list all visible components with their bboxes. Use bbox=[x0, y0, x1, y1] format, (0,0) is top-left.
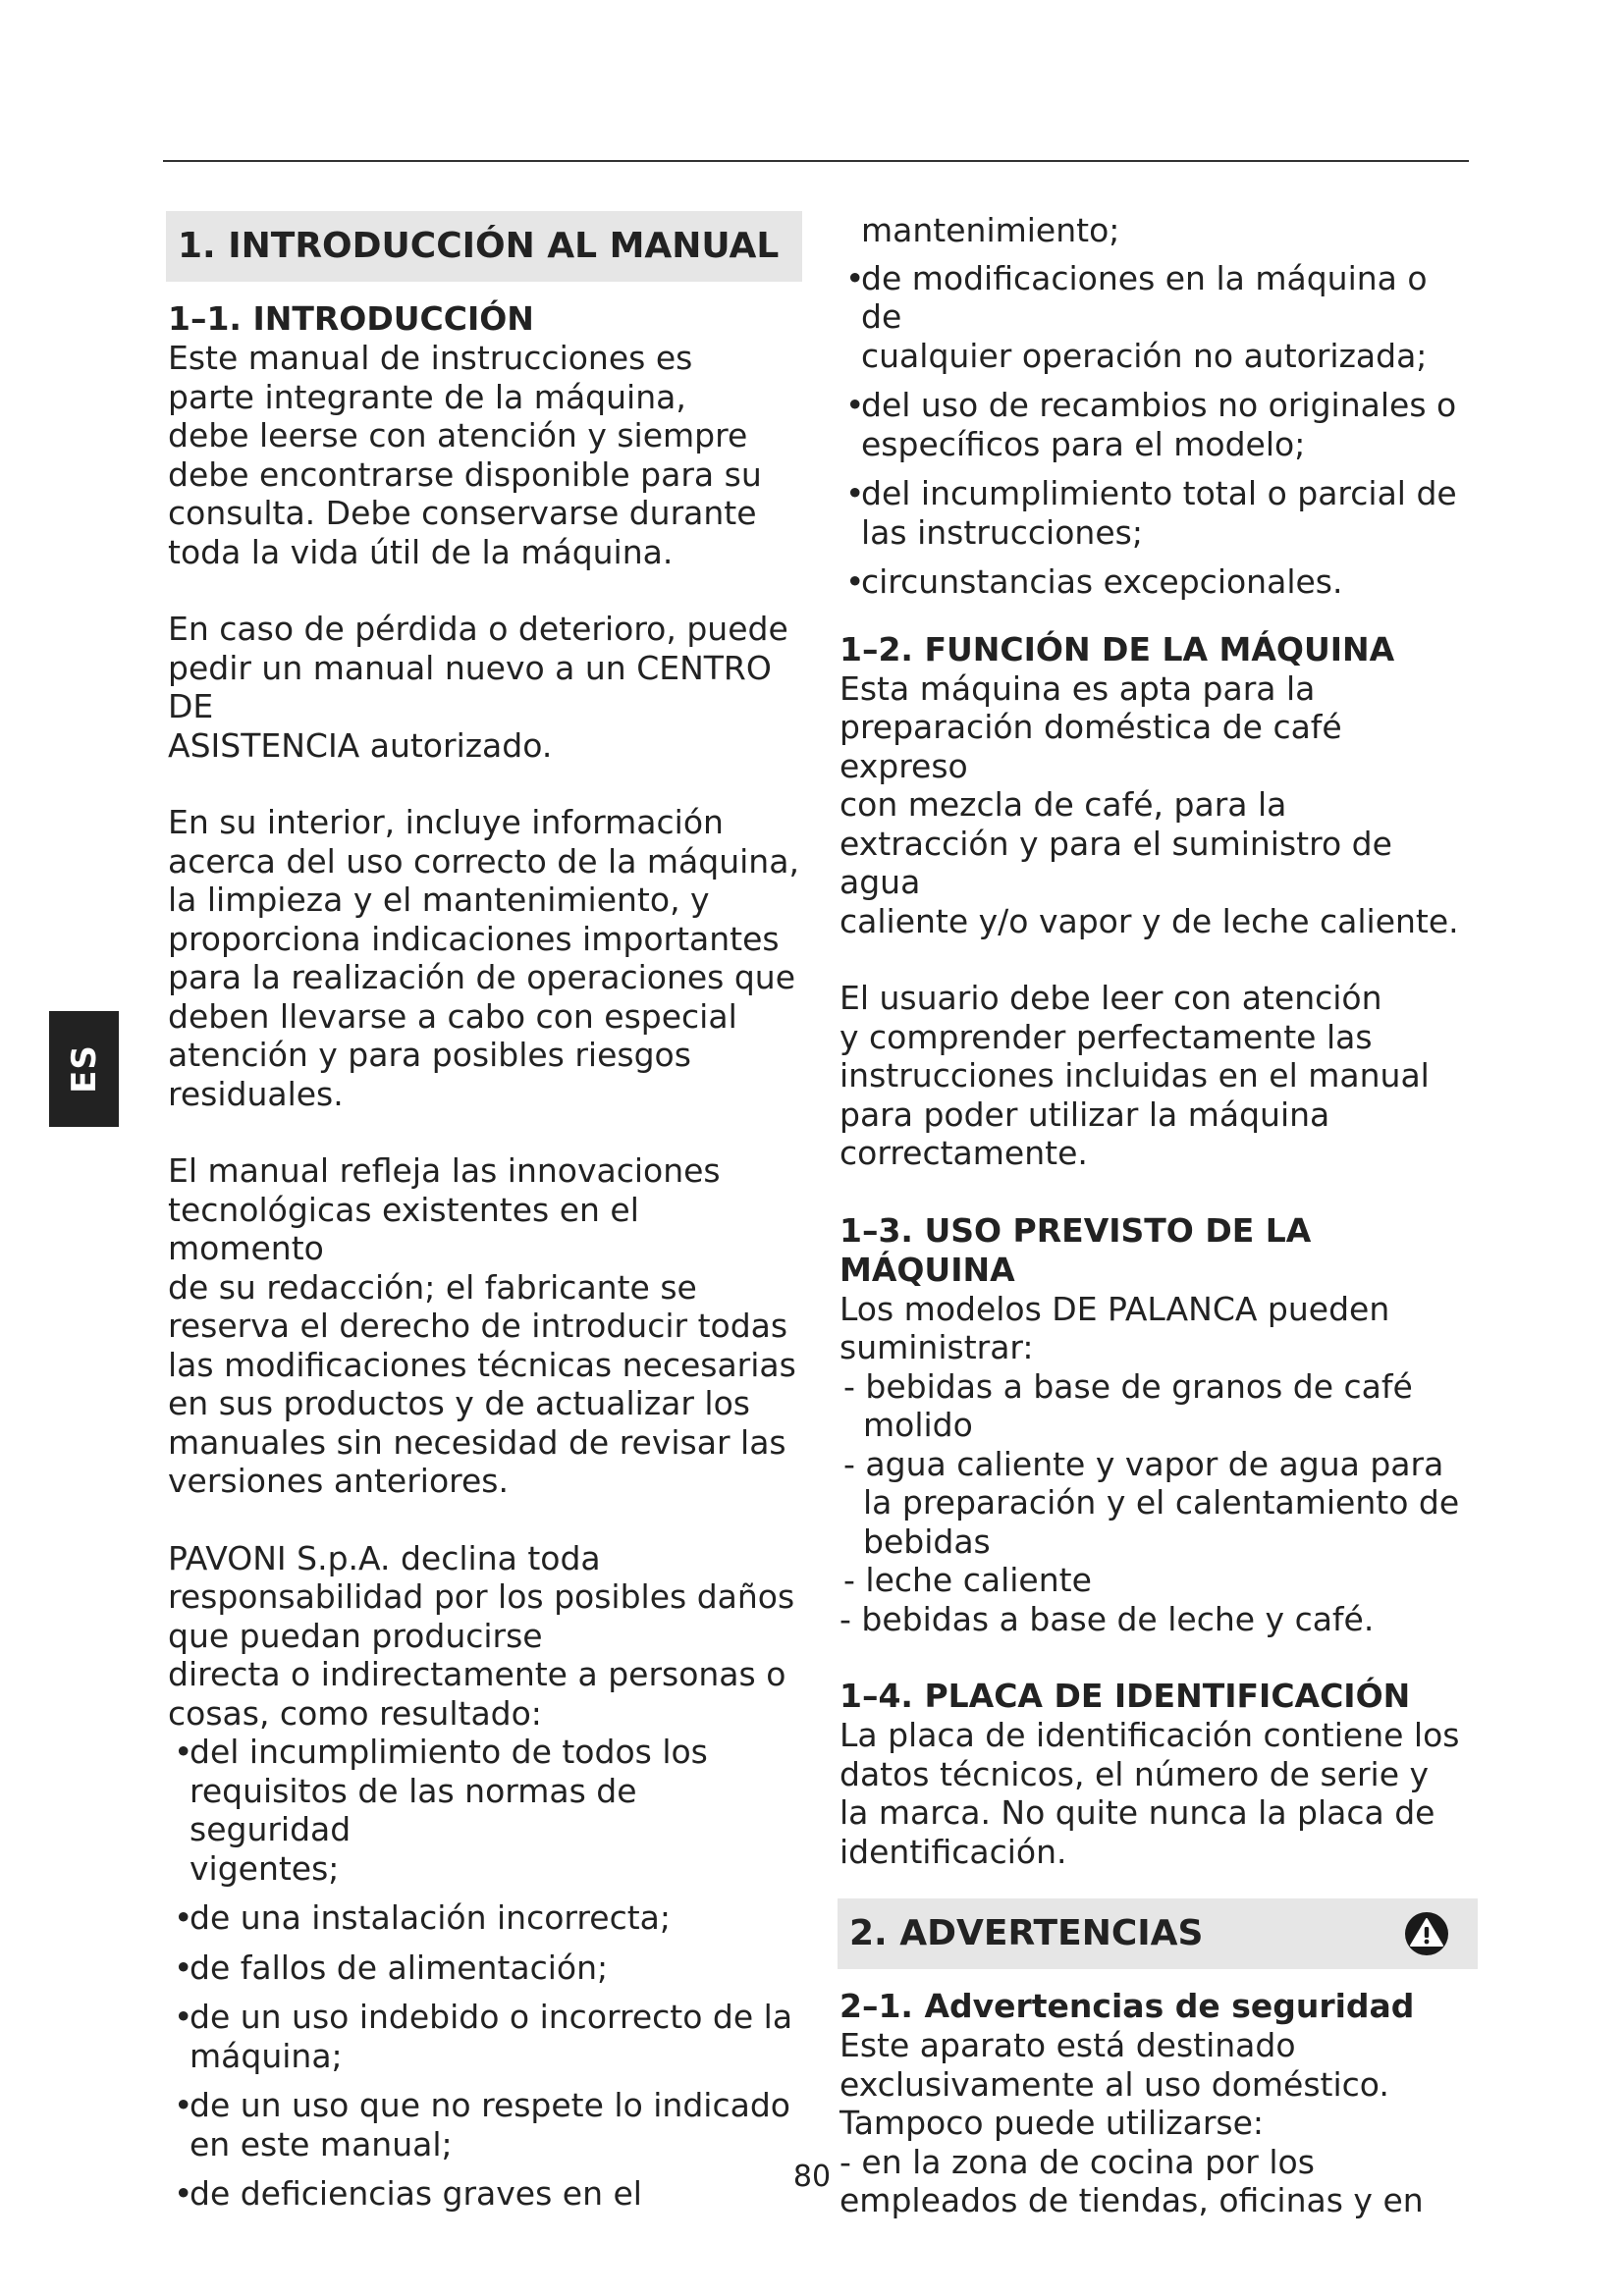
text-line: para la realización de operaciones que bbox=[168, 958, 796, 996]
text-line: - bebidas a base de leche y café. bbox=[839, 1599, 1375, 1638]
list-item: - leche caliente bbox=[843, 1561, 1092, 1599]
text-line: cosas, como resultado: bbox=[168, 1693, 542, 1733]
paragraph-introduccion bbox=[168, 339, 801, 571]
left-column bbox=[168, 211, 801, 2224]
paragraph-perdida bbox=[168, 610, 801, 765]
list-item: • del incumplimiento de todos los requisitos de las normas de seguridad vigentes; bbox=[168, 1733, 801, 1888]
text-line: las modificaciones técnicas necesarias bbox=[168, 1345, 796, 1384]
section-title-advertencias bbox=[838, 1898, 1478, 1969]
text-line: directa o indirectamente a personas o bbox=[168, 1655, 786, 1693]
paragraph-funcion bbox=[839, 669, 1478, 941]
text-line: de su redacción; el fabricante se bbox=[168, 1267, 697, 1307]
dash-list bbox=[839, 1367, 1478, 1600]
text-line: exclusivamente al uso doméstico. bbox=[839, 2064, 1389, 2104]
subheading-1-4: 1–4. PLACA DE IDENTIFICACIÓN bbox=[839, 1677, 1411, 1715]
list-item: - agua caliente y vapor de agua para la preparación y el calentamiento de bebidas bbox=[843, 1444, 1460, 1561]
text-line: caliente y/o vapor y de leche caliente. bbox=[839, 901, 1459, 940]
list-item: • de un uso que no respete lo indicado en este manual; bbox=[168, 2086, 801, 2163]
text-line: tecnológicas existentes en el momento bbox=[168, 1190, 639, 1267]
paragraph-placa bbox=[839, 1716, 1478, 1871]
text-line: suministrar: bbox=[839, 1328, 1034, 1366]
text-line: La placa de identificación contiene los bbox=[839, 1716, 1460, 1754]
bullet-list-left bbox=[168, 1733, 801, 2214]
list-item: • de un uso indebido o incorrecto de la máquina; bbox=[168, 1998, 801, 2075]
text-line: En caso de pérdida o deterioro, puede bbox=[168, 610, 788, 648]
text-line: versiones anteriores. bbox=[168, 1462, 509, 1500]
text-line: identificación. bbox=[839, 1832, 1067, 1871]
text-line: En su interior, incluye información bbox=[168, 803, 724, 841]
list-item: • del incumplimiento total o parcial de las instrucciones; bbox=[839, 474, 1478, 552]
text-line: debe leerse con atención y siempre bbox=[168, 416, 748, 454]
list-item: • de deficiencias graves en el bbox=[168, 2174, 801, 2214]
text-line: Este manual de instrucciones es bbox=[168, 339, 693, 377]
text-line: empleados de tiendas, oficinas y en bbox=[839, 2181, 1424, 2219]
text-line: PAVONI S.p.A. declina toda bbox=[168, 1538, 601, 1577]
text-line: atención y para posibles riesgos bbox=[168, 1036, 691, 1074]
text-line: ASISTENCIA autorizado. bbox=[168, 725, 553, 765]
warning-triangle-icon bbox=[1403, 1910, 1450, 1957]
text-line: Esta máquina es apta para la bbox=[839, 668, 1316, 708]
text-line: correctamente. bbox=[839, 1134, 1088, 1172]
subheading-1-1: 1–1. INTRODUCCIÓN bbox=[168, 299, 534, 338]
text-line: reserva el derecho de introducir todas bbox=[168, 1307, 788, 1345]
text-line: extracción y para el suministro de agua bbox=[839, 824, 1392, 901]
list-item: • de una instalación incorrecta; bbox=[168, 1898, 801, 1938]
text-line: Tampoco puede utilizarse: bbox=[839, 2104, 1265, 2142]
text-line: toda la vida útil de la máquina. bbox=[168, 532, 674, 571]
list-item: • de modificaciones en la máquina o de cualquier operación no autorizada; bbox=[839, 259, 1478, 376]
list-item: • del uso de recambios no originales o específicos para el modelo; bbox=[839, 386, 1478, 463]
paragraph-innovaciones bbox=[168, 1151, 801, 1501]
text-line: manuales sin necesidad de revisar las bbox=[168, 1422, 786, 1462]
text-line: Los modelos DE PALANCA pueden bbox=[839, 1289, 1390, 1328]
text-line: acerca del uso correcto de la máquina, bbox=[168, 841, 799, 881]
text-line: consulta. Debe conservarse durante bbox=[168, 494, 757, 532]
paragraph-interior bbox=[168, 803, 801, 1113]
language-label: ES bbox=[64, 1044, 104, 1094]
text-line: responsabilidad por los posibles daños bbox=[168, 1577, 795, 1616]
subheading-1-2: 1–2. FUNCIÓN DE LA MÁQUINA bbox=[839, 629, 1395, 668]
text-line: El usuario debe leer con atención bbox=[839, 979, 1382, 1017]
text-line: parte integrante de la máquina, bbox=[168, 377, 686, 416]
right-column bbox=[839, 211, 1478, 2220]
text-line: - en la zona de cocina por los bbox=[839, 2142, 1315, 2181]
text-line: para poder utilizar la máquina bbox=[839, 1095, 1330, 1134]
text-line: preparación doméstica de café expreso bbox=[839, 708, 1342, 785]
paragraph-pavoni bbox=[168, 1539, 801, 1734]
list-item: - bebidas a base de granos de café molido bbox=[843, 1366, 1413, 1444]
text-line: debe encontrarse disponible para su bbox=[168, 454, 762, 494]
subheading-2-1: 2–1. Advertencias de seguridad bbox=[839, 1987, 1415, 2025]
section-title-text: 2. ADVERTENCIAS bbox=[849, 1913, 1204, 1953]
text-line: datos técnicos, el número de serie y bbox=[839, 1754, 1430, 1793]
text-line: y comprender perfectamente las bbox=[839, 1017, 1373, 1056]
text-line: mantenimiento; bbox=[861, 211, 1120, 249]
text-line: deben llevarse a cabo con especial bbox=[168, 996, 737, 1036]
page-number: 80 bbox=[792, 2160, 832, 2194]
bullet-list-right bbox=[839, 259, 1478, 602]
text-line: en sus productos y de actualizar los bbox=[168, 1384, 750, 1422]
text-line: con mezcla de café, para la bbox=[839, 785, 1287, 824]
text-line: la marca. No quite nunca la placa de bbox=[839, 1793, 1435, 1832]
text-line: pedir un manual nuevo a un CENTRO DE bbox=[168, 648, 772, 725]
text-line: proporciona indicaciones importantes bbox=[168, 919, 780, 958]
text-line: residuales. bbox=[168, 1074, 344, 1113]
paragraph-usuario bbox=[839, 979, 1478, 1173]
text-line: que puedan producirse bbox=[168, 1616, 543, 1655]
text-line: instrucciones incluidas en el manual bbox=[839, 1056, 1430, 1095]
text-line: El manual refleja las innovaciones bbox=[168, 1151, 721, 1190]
list-item: • circunstancias excepcionales. bbox=[839, 562, 1478, 602]
section-title-introduccion: 1. INTRODUCCIÓN AL MANUAL bbox=[166, 211, 802, 282]
list-item: • de fallos de alimentación; bbox=[168, 1949, 801, 1988]
top-rule bbox=[163, 160, 1469, 162]
subheading-1-3: 1–3. USO PREVISTO DE LA MÁQUINA bbox=[839, 1210, 1312, 1289]
text-line: la limpieza y el mantenimiento, y bbox=[168, 881, 710, 919]
language-tab bbox=[49, 1011, 119, 1127]
text-line: Este aparato está destinado bbox=[839, 2026, 1296, 2064]
